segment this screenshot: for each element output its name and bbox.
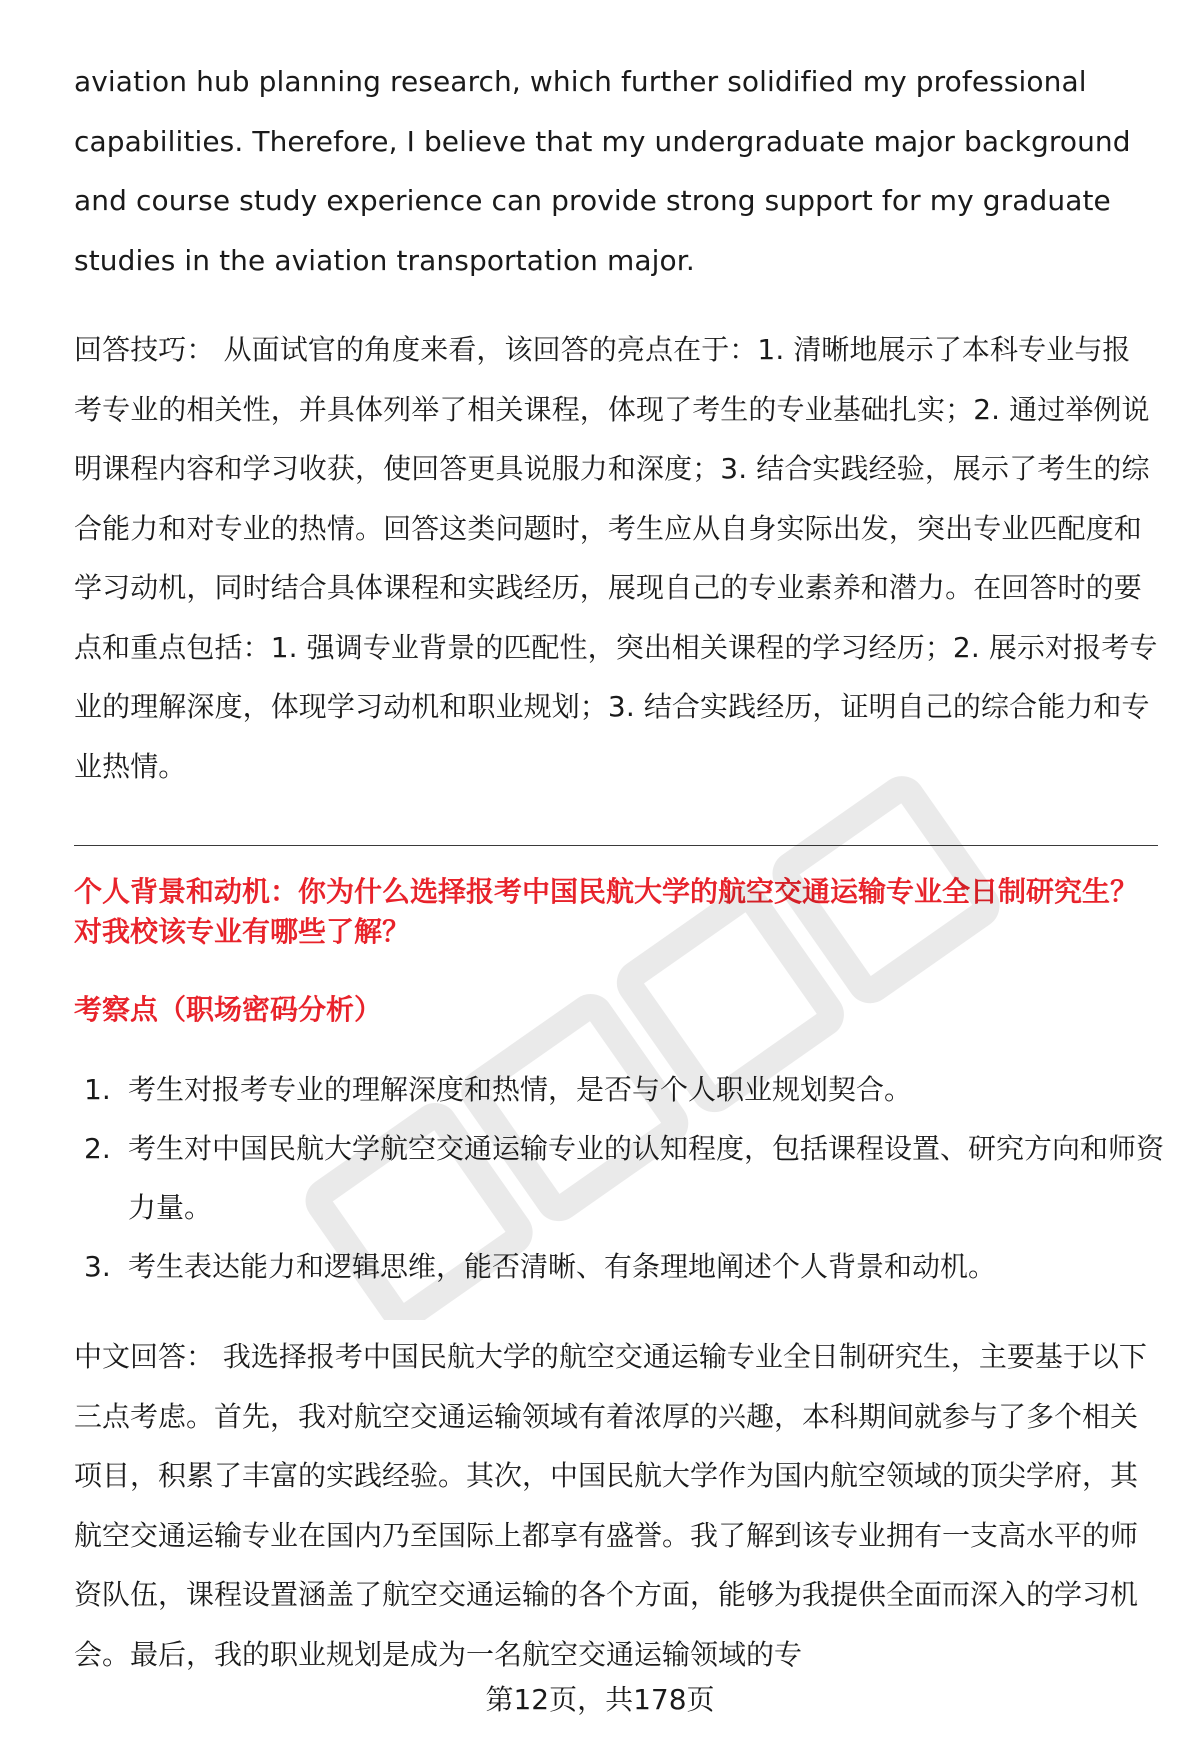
list-item-number: 3.: [84, 1250, 111, 1283]
list-item: [74, 1060, 1164, 1119]
list-item-number: 1.: [84, 1073, 111, 1106]
evaluation-points-heading: 考察点（职场密码分析）: [74, 993, 383, 1026]
list-item-number: 2.: [84, 1132, 111, 1165]
list-item: [74, 1237, 1164, 1296]
question-heading: 个人背景和动机：你为什么选择报考中国民航大学的航空交通运输专业全日制研究生？对我校该专业有哪些了解？: [74, 875, 1139, 948]
document-body: [74, 52, 1158, 796]
list-item: [74, 1119, 1164, 1237]
list-item-text: 考生对中国民航大学航空交通运输专业的认知程度，包括课程设置、研究方向和师资力量。: [128, 1132, 1165, 1224]
section-divider: [74, 845, 1158, 846]
evaluation-points-list: [74, 1060, 1164, 1296]
list-item-text: 考生对报考专业的理解深度和热情，是否与个人职业规划契合。: [128, 1073, 913, 1106]
list-item-text: 考生表达能力和逻辑思维，能否清晰、有条理地阐述个人背景和动机。: [128, 1250, 997, 1283]
page-number-footer: 第12页，共178页: [485, 1683, 715, 1716]
chinese-answer-paragraph: 中文回答： 我选择报考中国民航大学的航空交通运输专业全日制研究生，主要基于以下三点考虑。首先，我对航空交通运输领域有着浓厚的兴趣，本科期间就参与了多个相关项目，积累了丰富的实践经验。其次，中国民航大学作为国内航空领域的顶尖学府，其航空交通运输专业在国内乃至国际上都享有盛誉。我了解到该专业拥有一支高水平的师资队伍，课程设置涵盖了航空交通运输的各个方面，能够为我提供全面而深入的学习机会。最后，我的职业规划是成为一名航空交通运输领域的专: [74, 1340, 1147, 1671]
paragraph-gap: [74, 290, 1158, 320]
tips-paragraph: 回答技巧： 从面试官的角度来看，该回答的亮点在于：1. 清晰地展示了本科专业与报考专业的相关性，并具体列举了相关课程，体现了考生的专业基础扎实；2. 通过举例说明课程内容和学习收获，使回答更具说服力和深度；3. 结合实践经验，展示了考生的综合能力和对专业的热情。回答这类问题时，考生应从自身实际出发，突出专业匹配度和学习动机，同时结合具体课程和实践经历，展现自己的专业素养和潜力。在回答时的要点和重点包括：1. 强调专业背景的匹配性，突出相关课程的学习经历；2. 展示对报考专业的理解深度，体现学习动机和职业规划；3. 结合实践经历，证明自己的综合能力和专业热情。: [74, 333, 1158, 783]
top-paragraph: aviation hub planning research, which further solidified my professional capabilities. Therefore, I believe that my undergraduate major background and course study experience can provide strong support for my graduate studies in the aviation transportation major.: [74, 65, 1131, 277]
